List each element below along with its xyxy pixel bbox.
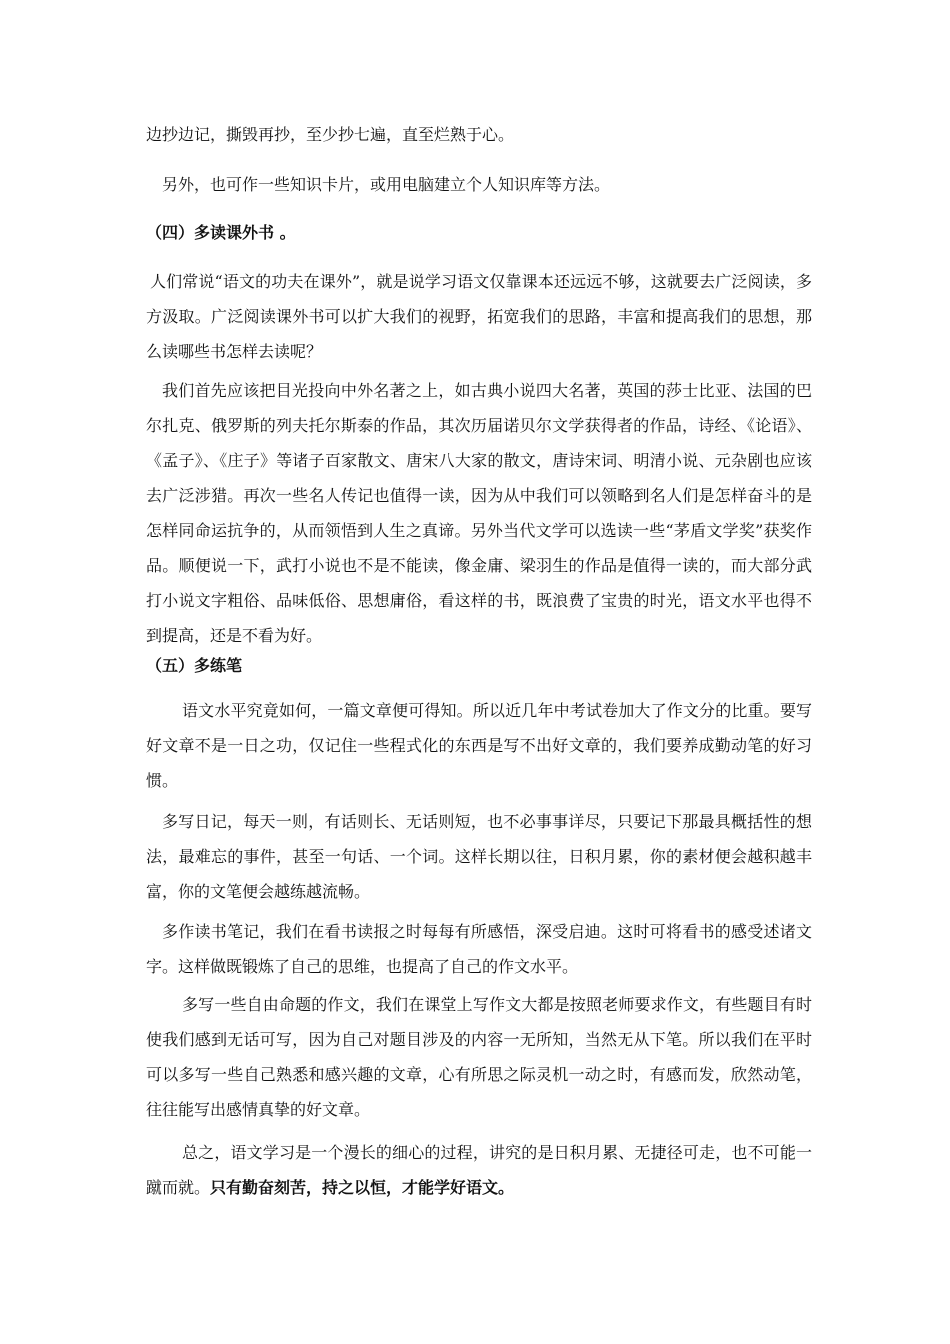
paragraph-knowledge-cards: 另外，也可作一些知识卡片，或用电脑建立个人知识库等方法。	[162, 175, 611, 194]
paragraph-free-topic: 多写一些自由命题的作文，我们在课堂上写作文大都是按照老师要求作文，有些题目有时使我们感到无话可写，因为自己对题目涉及的内容一无所知，当然无从下笔。所以我们在平时可以多写一些自己熟悉和感兴趣的文章，心有所思之际灵机一动之时，有感而发，欣然动笔，往往能写出感情真挚的好文章。	[146, 995, 812, 1119]
conclusion-emphasis: 只有勤奋刻苦，持之以恒，才能学好语文。	[210, 1178, 515, 1197]
heading-practice-writing: （五）多练笔	[146, 656, 243, 675]
paragraph-diary: 多写日记，每天一则，有话则长、无话则短，也不必事事详尽，只要记下那最具概括性的想法，最难忘的事件，甚至一句话、一个词。这样长期以往，日积月累，你的素材便会越积越丰富，你的文笔便会越练越流畅。	[146, 812, 812, 901]
paragraph-reading-list: 我们首先应该把目光投向中外名著之上，如古典小说四大名著，英国的莎士比亚、法国的巴尔扎克、俄罗斯的列夫托尔斯泰的作品，其次历届诺贝尔文学获得者的作品，诗经、《论语》、《孟子》、《庄子》等诸子百家散文、唐宋八大家的散文，唐诗宋词、明清小说、元杂剧也应该去广泛涉猎。再次一些名人传记也值得一读，因为从中我们可以领略到名人们是怎样奋斗的是怎样同命运抗争的，从而领悟到人生之真谛。另外当代文学可以选读一些“茅盾文学奖”获奖作品。顺便说一下，武打小说也不是不能读，像金庸、梁羽生的作品是值得一读的，而大部分武打小说文字粗俗、品味低俗、思想庸俗，看这样的书，既浪费了宝贵的时光，语文水平也得不到提高，还是不看为好。	[146, 381, 812, 645]
paragraph-reading-notes: 多作读书笔记，我们在看书读报之时每每有所感悟，深受启迪。这时可将看书的感受述诸文字。这样做既锻炼了自己的思维，也提高了自己的作文水平。	[146, 922, 812, 976]
paragraph-copy-method: 边抄边记，撕毁再抄，至少抄七遍，直至烂熟于心。	[146, 125, 515, 144]
paragraph-conclusion	[146, 1135, 812, 1205]
paragraph-writing-level: 语文水平究竟如何，一篇文章便可得知。所以近几年中考试卷加大了作文分的比重。要写好文章不是一日之功，仅记住一些程式化的东西是写不出好文章的，我们要养成勤动笔的好习惯。	[146, 701, 812, 790]
conclusion-text: 总之，语文学习是一个漫长的细心的过程，讲究的是日积月累、无捷径可走，也不可能一蹴而就。	[146, 1143, 812, 1197]
heading-read-extracurricular: （四）多读课外书 。	[146, 223, 296, 242]
paragraph-reading-intro: 人们常说“语文的功夫在课外”，就是说学习语文仅靠课本还远远不够，这就要去广泛阅读，多方汲取。广泛阅读课外书可以扩大我们的视野，拓宽我们的思路，丰富和提高我们的思想，那么读哪些书怎样去读呢？	[146, 272, 812, 361]
